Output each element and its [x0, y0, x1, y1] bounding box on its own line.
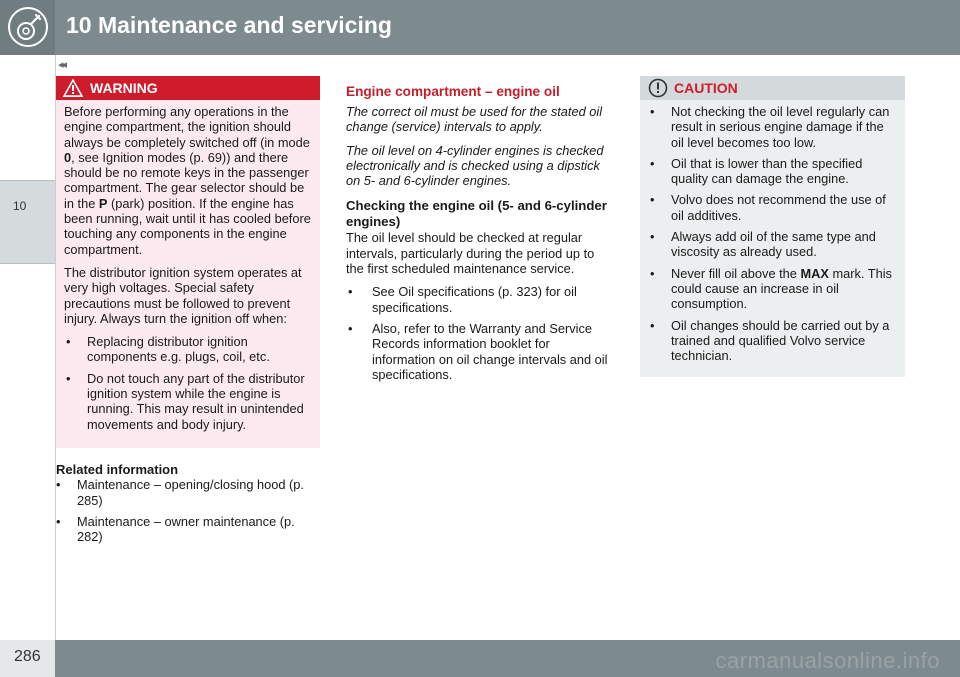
chapter-title: 10 Maintenance and servicing [66, 12, 392, 38]
page-footer [0, 640, 960, 677]
intro-text: The oil level on 4-cylinder engines is checked electronically and is checked using a dipstick on 5- and 6-cylinder engines. [346, 142, 604, 189]
warning-paragraph-1: Before performing any operations in the engine compartment, the ignition should always be completely switched off (in mode 0, see Ignition modes (p. 69)) and there should be no remote keys in the passenger compartment. The gear selector should be in the P (park) position. If the engine has been running, wait until it has cooled before touching any components in the engine compartment. [64, 104, 311, 257]
caution-exclamation-icon [648, 78, 668, 98]
warning-triangle-icon [62, 78, 84, 98]
chapter-tab[interactable] [0, 180, 55, 264]
caution-box [640, 76, 905, 377]
warning-box [56, 76, 320, 448]
caution-item: • Always add oil of the same type and viscosity as already used. [650, 229, 876, 260]
related-information [56, 462, 320, 544]
page-number-box [0, 640, 55, 677]
section-title: Engine compartment – engine oil [346, 84, 560, 99]
related-link[interactable]: • Maintenance – owner maintenance (p. 282) [56, 513, 295, 545]
warning-label: WARNING [90, 80, 158, 96]
list-item: • See Oil specifications (p. 323) for oil specifications. [348, 284, 577, 315]
intro-text: The correct oil must be used for the stated oil change (service) intervals to apply. [346, 104, 603, 135]
caution-header [640, 76, 905, 100]
warning-paragraph-2: The distributor ignition system operates at very high voltages. Special safety precautions must be followed to prevent injury. Always turn the ignition off when: [64, 264, 302, 326]
previous-page-marker-icon: ◂◂ [58, 59, 66, 71]
list-item: • Also, refer to the Warranty and Service Records information booklet for information on oil change intervals and oil specifications. [348, 320, 608, 382]
caution-item: • Oil that is lower than the specified quality can damage the engine. [650, 155, 863, 187]
related-heading: Related information [56, 461, 179, 477]
caution-item: • Oil changes should be carried out by a trained and qualified Volvo service technician. [650, 317, 890, 364]
warning-bullet: • Do not touch any part of the distributor ignition system while the engine is running. This may result in unintended movements and body injury. [66, 370, 305, 432]
watermark: carmanualsonline.info [715, 648, 940, 673]
column-middle [346, 84, 612, 388]
column-right [640, 76, 905, 377]
related-link[interactable]: • Maintenance – opening/closing hood (p. 285) [56, 477, 304, 508]
warning-header [56, 76, 320, 100]
subsection-title: Checking the engine oil (5- and 6-cylinder engines) [346, 198, 607, 230]
page-header [0, 0, 960, 55]
maintenance-gear-icon [0, 0, 55, 55]
caution-item: • Volvo does not recommend the use of oil additives. [650, 192, 886, 223]
warning-bullet: • Replacing distributor ignition components e.g. plugs, coil, etc. [66, 334, 270, 365]
page-number: 286 [14, 648, 41, 665]
caution-label: CAUTION [674, 80, 738, 96]
chapter-number: 10 [13, 199, 27, 213]
column-left [56, 76, 320, 550]
caution-item: • Not checking the oil level regularly can result in serious engine damage if the oil level becomes too low. [650, 104, 890, 150]
body-text: The oil level should be checked at regular intervals, particularly during the period up to the first scheduled maintenance service. [346, 230, 595, 277]
chapter-sidebar [0, 55, 56, 640]
caution-item: • Never fill oil above the MAX mark. This could cause an increase in oil consumption. [650, 265, 892, 312]
